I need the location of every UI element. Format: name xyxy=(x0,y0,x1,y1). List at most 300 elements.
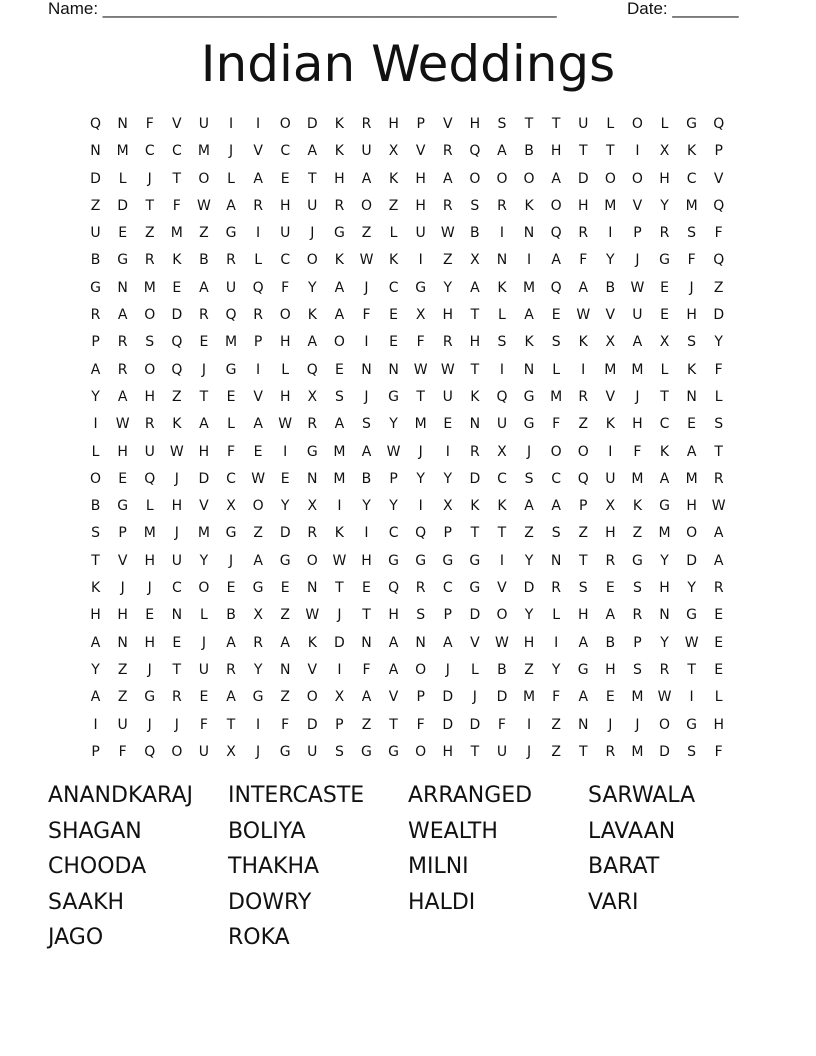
grid-letter: H xyxy=(171,498,183,515)
grid-letter: K xyxy=(524,334,534,351)
grid-letter: U xyxy=(225,279,237,296)
grid-letter: Y xyxy=(91,661,100,678)
grid-letter: F xyxy=(714,225,723,242)
grid-letter: P xyxy=(633,225,642,242)
grid-letter: G xyxy=(279,552,291,569)
grid-letter: X xyxy=(497,443,507,460)
grid-letter: Z xyxy=(551,716,561,733)
grid-letter: A xyxy=(199,279,209,296)
grid-letter: R xyxy=(578,388,589,405)
grid-letter: T xyxy=(578,743,588,760)
grid-letter: T xyxy=(714,443,723,460)
grid-letter: M xyxy=(631,470,644,487)
grid-letter: R xyxy=(605,743,616,760)
grid-letter: H xyxy=(388,607,399,624)
grid-letter: U xyxy=(442,388,453,405)
grid-letter: H xyxy=(144,552,155,569)
grid-letter: R xyxy=(442,197,453,214)
grid-letter: R xyxy=(361,116,372,132)
grid-letter: H xyxy=(144,388,155,405)
grid-letter: I xyxy=(364,525,369,542)
grid-letter: G xyxy=(225,525,237,542)
grid-letter: N xyxy=(117,279,128,296)
grid-letter: T xyxy=(362,607,371,624)
grid-letter: U xyxy=(117,716,128,733)
grid-letter: F xyxy=(416,334,425,351)
grid-letter: O xyxy=(306,552,318,569)
grid-letter: Z xyxy=(280,607,290,624)
grid-letter: N xyxy=(307,470,318,487)
grid-letter: F xyxy=(497,716,506,733)
grid-letter: A xyxy=(226,634,236,651)
grid-letter: T xyxy=(551,116,561,132)
grid-letter: N xyxy=(469,416,481,433)
word-bank-item: THAKHA xyxy=(228,854,320,879)
date-field-label: Date: _______ xyxy=(627,0,739,18)
grid-letter: M xyxy=(143,525,156,542)
word-bank-item: SHAGAN xyxy=(48,818,142,844)
word-bank-item: VARI xyxy=(588,889,639,915)
grid-letter: A xyxy=(361,170,372,187)
grid-letter: K xyxy=(470,498,480,515)
grid-letter: I xyxy=(93,716,98,733)
grid-letter: Z xyxy=(280,689,290,706)
grid-letter: K xyxy=(307,634,317,651)
grid-letter: D xyxy=(198,470,210,487)
grid-letter: H xyxy=(415,170,426,187)
grid-letter: J xyxy=(337,607,342,624)
grid-letter: O xyxy=(144,361,156,378)
grid-letter: D xyxy=(686,552,697,569)
grid-letter: J xyxy=(147,716,152,733)
grid-letter: H xyxy=(713,716,724,733)
grid-letter: U xyxy=(605,470,616,487)
grid-letter: P xyxy=(118,525,127,542)
grid-letter: O xyxy=(604,170,616,187)
grid-letter: G xyxy=(225,361,237,378)
grid-letter: J xyxy=(526,443,532,460)
grid-letter: Q xyxy=(171,334,183,351)
grid-letter: D xyxy=(117,197,129,214)
grid-letter: M xyxy=(523,279,536,296)
grid-letter: W xyxy=(440,361,455,378)
grid-letter: U xyxy=(198,743,210,760)
grid-letter: N xyxy=(117,116,128,132)
grid-letter: K xyxy=(605,416,615,433)
grid-letter: J xyxy=(418,443,423,460)
grid-letter: N xyxy=(90,143,101,160)
grid-letter: F xyxy=(145,116,154,132)
grid-letter: N xyxy=(279,661,291,678)
grid-letter: R xyxy=(659,661,670,678)
grid-letter: E xyxy=(443,416,453,433)
grid-letter: O xyxy=(496,170,508,187)
grid-letter: R xyxy=(713,580,724,597)
grid-letter: J xyxy=(174,525,179,542)
grid-letter: H xyxy=(605,525,616,542)
word-bank-item: LAVAAN xyxy=(588,818,676,844)
grid-letter: K xyxy=(90,580,101,597)
grid-letter: S xyxy=(362,416,371,433)
grid-letter: X xyxy=(470,252,480,269)
grid-letter: G xyxy=(306,443,318,460)
grid-letter: D xyxy=(334,634,345,651)
grid-letter: T xyxy=(578,552,588,569)
grid-letter: D xyxy=(713,307,725,324)
grid-letter: Q xyxy=(550,225,562,242)
grid-letter: I xyxy=(228,116,234,132)
grid-letter: W xyxy=(711,498,726,515)
grid-letter: Z xyxy=(578,416,589,433)
grid-letter: X xyxy=(605,498,616,515)
grid-letter: T xyxy=(470,743,480,760)
grid-letter: G xyxy=(469,552,481,569)
grid-letter: Q xyxy=(713,252,725,269)
grid-letter: H xyxy=(361,552,372,569)
grid-letter: G xyxy=(631,552,643,569)
grid-letter: M xyxy=(523,689,536,706)
grid-letter: E xyxy=(660,279,669,296)
grid-letter: X xyxy=(605,334,616,351)
grid-letter: H xyxy=(442,743,454,760)
grid-letter: W xyxy=(684,634,699,651)
grid-letter: Q xyxy=(171,361,183,378)
grid-letter: B xyxy=(605,279,616,296)
grid-letter: H xyxy=(577,607,589,624)
grid-letter: R xyxy=(469,443,480,460)
grid-letter: E xyxy=(280,170,290,187)
grid-letter: H xyxy=(550,143,562,160)
grid-letter: W xyxy=(657,689,672,706)
grid-letter: O xyxy=(577,443,589,460)
grid-letter: J xyxy=(526,743,532,760)
grid-letter: Z xyxy=(632,525,643,542)
word-bank-item: ARRANGED xyxy=(408,783,533,808)
grid-letter: P xyxy=(579,498,588,515)
grid-letter: L xyxy=(118,170,127,187)
grid-letter: T xyxy=(660,388,669,405)
grid-letter: B xyxy=(199,252,209,269)
grid-letter: I xyxy=(418,252,423,269)
grid-letter: D xyxy=(279,525,291,542)
grid-letter: M xyxy=(170,225,183,242)
grid-letter: A xyxy=(334,416,345,433)
grid-letter: D xyxy=(469,716,481,733)
grid-letter: Y xyxy=(389,416,398,433)
grid-letter: L xyxy=(714,388,723,405)
grid-letter: Z xyxy=(388,197,399,214)
grid-letter: W xyxy=(359,252,374,269)
word-bank-item: INTERCASTE xyxy=(228,783,365,808)
grid-letter: O xyxy=(469,170,481,187)
grid-letter: A xyxy=(551,252,561,269)
grid-letter: Z xyxy=(361,716,372,733)
grid-letter: J xyxy=(201,361,206,378)
grid-letter: G xyxy=(388,388,399,405)
grid-letter: E xyxy=(660,307,669,324)
grid-letter: M xyxy=(143,279,156,296)
grid-letter: T xyxy=(524,116,534,132)
grid-letter: W xyxy=(440,225,455,242)
grid-letter: F xyxy=(118,743,127,760)
grid-letter: W xyxy=(576,307,591,324)
grid-letter: T xyxy=(687,661,696,678)
grid-letter: T xyxy=(91,552,100,569)
grid-letter: O xyxy=(333,334,345,351)
word-bank-item: BOLIYA xyxy=(228,818,306,844)
grid-letter: G xyxy=(686,607,698,624)
grid-letter: B xyxy=(90,252,101,269)
grid-letter: O xyxy=(550,197,562,214)
grid-letter: L xyxy=(498,307,506,324)
grid-letter: P xyxy=(633,634,642,651)
grid-letter: Y xyxy=(416,470,425,487)
grid-letter: T xyxy=(226,716,236,733)
grid-letter: H xyxy=(388,116,399,132)
grid-letter: A xyxy=(497,143,507,160)
grid-letter: F xyxy=(633,443,642,460)
grid-letter: R xyxy=(632,607,643,624)
grid-letter: M xyxy=(224,334,238,351)
grid-letter: K xyxy=(687,143,697,160)
grid-letter: G xyxy=(659,498,670,515)
grid-letter: T xyxy=(578,143,588,160)
grid-letter: A xyxy=(253,552,263,569)
grid-letter: G xyxy=(415,552,427,569)
grid-letter: U xyxy=(280,225,291,242)
grid-letter: A xyxy=(686,443,697,460)
grid-letter: D xyxy=(577,170,589,187)
grid-letter: P xyxy=(389,470,398,487)
grid-letter: S xyxy=(632,580,642,597)
grid-letter: G xyxy=(333,225,345,242)
grid-letter: P xyxy=(416,116,425,132)
grid-letter: U xyxy=(307,743,318,760)
grid-letter: C xyxy=(226,470,236,487)
grid-letter: J xyxy=(174,470,179,487)
grid-letter: W xyxy=(197,197,211,214)
grid-letter: I xyxy=(93,416,98,433)
grid-letter: B xyxy=(90,498,101,515)
grid-letter: Z xyxy=(117,661,128,678)
grid-letter: K xyxy=(334,143,344,160)
grid-letter: Q xyxy=(144,470,156,487)
grid-letter: N xyxy=(496,252,508,269)
grid-letter: E xyxy=(389,307,398,324)
grid-letter: Y xyxy=(660,634,669,651)
grid-letter: G xyxy=(225,225,237,242)
grid-letter: J xyxy=(472,689,477,706)
grid-letter: D xyxy=(442,689,454,706)
grid-letter: Q xyxy=(90,116,102,132)
grid-letter: O xyxy=(144,307,156,324)
worksheet-header xyxy=(48,0,748,20)
grid-letter: R xyxy=(578,225,589,242)
grid-letter: O xyxy=(198,580,210,597)
grid-letter: C xyxy=(551,470,562,487)
grid-letter: Q xyxy=(306,361,318,378)
grid-letter: X xyxy=(388,143,399,160)
grid-letter: P xyxy=(714,143,723,160)
grid-letter: T xyxy=(606,143,615,160)
grid-letter: E xyxy=(253,443,263,460)
grid-letter: N xyxy=(171,607,183,624)
grid-letter: E xyxy=(199,334,209,351)
grid-letter: I xyxy=(337,498,342,515)
grid-letter: E xyxy=(118,225,128,242)
grid-letter: M xyxy=(631,689,644,706)
grid-letter: C xyxy=(280,143,291,160)
word-bank-item: ANANDKARAJ xyxy=(48,783,193,808)
grid-letter: H xyxy=(415,197,426,214)
grid-letter: R xyxy=(171,689,182,706)
grid-letter: V xyxy=(307,661,318,678)
grid-letter: A xyxy=(551,498,561,515)
grid-letter: V xyxy=(442,116,453,132)
word-bank-item: CHOODA xyxy=(48,854,147,879)
grid-letter: K xyxy=(172,252,182,269)
grid-letter: A xyxy=(280,634,290,651)
grid-letter: R xyxy=(659,225,670,242)
grid-letter: A xyxy=(524,307,534,324)
grid-letter: A xyxy=(551,170,561,187)
grid-letter: U xyxy=(90,225,101,242)
grid-letter: O xyxy=(90,470,102,487)
grid-letter: A xyxy=(442,634,453,651)
grid-letter: L xyxy=(470,661,479,678)
grid-letter: I xyxy=(526,252,532,269)
grid-letter: A xyxy=(117,388,128,405)
grid-letter: L xyxy=(281,361,290,378)
grid-letter: R xyxy=(117,361,128,378)
word-bank xyxy=(48,778,768,956)
grid-letter: Q xyxy=(713,197,725,214)
grid-letter: Y xyxy=(389,498,398,515)
grid-letter: O xyxy=(415,743,427,760)
grid-letter: Y xyxy=(253,661,263,678)
word-bank-item: JAGO xyxy=(48,925,104,950)
grid-letter: S xyxy=(145,334,155,351)
grid-letter: I xyxy=(526,716,532,733)
grid-letter: F xyxy=(579,252,588,269)
grid-letter: V xyxy=(470,634,480,651)
grid-letter: P xyxy=(443,607,452,624)
grid-letter: J xyxy=(364,388,369,405)
grid-letter: R xyxy=(226,252,236,269)
grid-letter: G xyxy=(252,580,264,597)
grid-letter: J xyxy=(608,716,613,733)
grid-letter: X xyxy=(307,498,318,515)
grid-letter: W xyxy=(278,416,293,433)
grid-letter: A xyxy=(253,416,263,433)
grid-letter: I xyxy=(418,498,423,515)
grid-letter: I xyxy=(256,716,261,733)
grid-letter: T xyxy=(335,580,344,597)
grid-letter: G xyxy=(117,252,129,269)
grid-letter: O xyxy=(523,170,535,187)
grid-letter: V xyxy=(172,116,182,132)
grid-letter: L xyxy=(660,116,669,132)
grid-letter: X xyxy=(334,689,345,706)
grid-letter: D xyxy=(306,716,318,733)
grid-letter: A xyxy=(334,307,345,324)
grid-letter: R xyxy=(199,307,209,324)
grid-letter: Z xyxy=(90,197,101,214)
grid-letter: N xyxy=(361,634,372,651)
word-bank-item: SAAKH xyxy=(48,889,125,915)
grid-letter: F xyxy=(281,279,290,296)
grid-letter: S xyxy=(551,334,561,351)
grid-letter: E xyxy=(714,661,724,678)
grid-letter: K xyxy=(307,307,317,324)
grid-letter: C xyxy=(442,580,453,597)
grid-letter: C xyxy=(280,252,291,269)
grid-letter: I xyxy=(499,361,505,378)
grid-letter: H xyxy=(279,334,291,351)
grid-letter: F xyxy=(416,716,425,733)
grid-letter: I xyxy=(554,634,559,651)
grid-letter: M xyxy=(631,743,644,760)
grid-letter: N xyxy=(577,716,589,733)
grid-letter: F xyxy=(362,307,371,324)
grid-letter: S xyxy=(470,197,480,214)
grid-letter: F xyxy=(714,743,723,760)
grid-letter: P xyxy=(253,334,263,351)
grid-letter: O xyxy=(631,170,643,187)
grid-letter: A xyxy=(253,170,263,187)
word-bank-item: SARWALA xyxy=(588,783,696,808)
grid-letter: O xyxy=(306,689,318,706)
grid-letter: L xyxy=(227,416,235,433)
grid-letter: D xyxy=(171,307,183,324)
grid-letter: N xyxy=(550,552,562,569)
grid-letter: U xyxy=(307,197,318,214)
grid-letter: S xyxy=(687,225,697,242)
grid-letter: S xyxy=(334,388,344,405)
grid-letter: S xyxy=(497,334,507,351)
grid-letter: R xyxy=(253,307,263,324)
grid-letter: W xyxy=(630,279,645,296)
grid-letter: Y xyxy=(443,470,453,487)
grid-letter: E xyxy=(226,580,236,597)
grid-letter: E xyxy=(605,689,615,706)
grid-letter: U xyxy=(578,116,589,132)
grid-letter: K xyxy=(388,252,399,269)
grid-letter: E xyxy=(118,470,128,487)
grid-letter: G xyxy=(252,689,264,706)
grid-letter: N xyxy=(361,361,372,378)
grid-letter: N xyxy=(415,634,426,651)
grid-letter: A xyxy=(334,279,345,296)
grid-letter: M xyxy=(658,525,671,542)
grid-letter: S xyxy=(578,580,588,597)
grid-letter: W xyxy=(495,634,509,651)
grid-letter: I xyxy=(608,443,613,460)
grid-letter: A xyxy=(578,689,589,706)
grid-letter: X xyxy=(442,498,453,515)
grid-letter: T xyxy=(497,525,507,542)
grid-letter: A xyxy=(632,334,643,351)
grid-letter: F xyxy=(226,443,236,460)
grid-letter: G xyxy=(523,416,535,433)
grid-letter: S xyxy=(416,607,426,624)
grid-letter: W xyxy=(413,361,428,378)
grid-letter: X xyxy=(226,743,236,760)
grid-letter: Y xyxy=(606,252,615,269)
grid-letter: E xyxy=(605,580,615,597)
grid-letter: L xyxy=(145,498,154,515)
grid-letter: H xyxy=(523,634,535,651)
